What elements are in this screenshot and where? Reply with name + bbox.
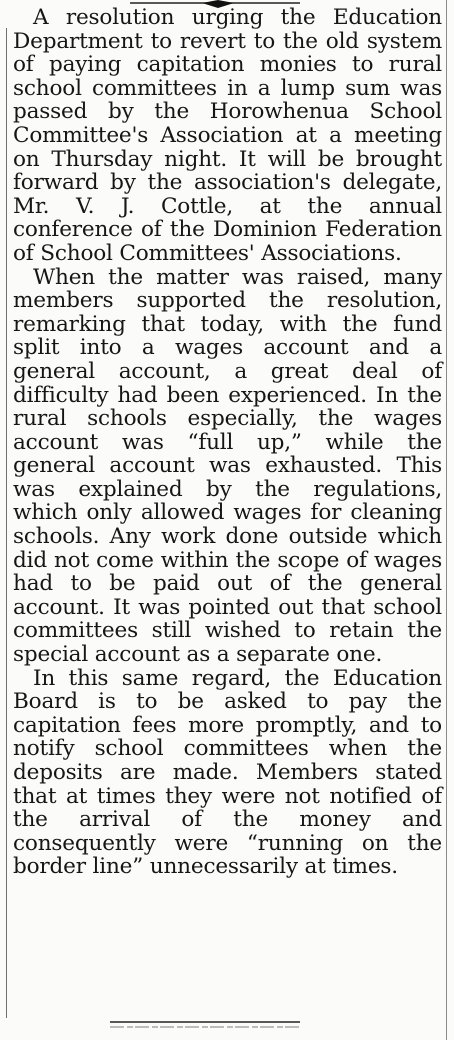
left-column-rule	[6, 28, 7, 1018]
article-paragraph-3: In this same regard, the Education Board is to be asked to pay the capitation fees more promptly, and to notify school committees when the deposits are made. Members stated that at times they were not notified of the arrival of the money and consequently were “running on the border line” unnecessarily at times.	[13, 665, 442, 880]
bottom-divider-rule	[110, 1018, 300, 1030]
right-column-rule	[446, 0, 447, 1040]
article-body	[13, 6, 442, 879]
article-paragraph-2: When the matter was raised, many members supported the resolution, remarking that today, with the fund split into a wages account and a general account, a great deal of difficulty had been experienced. In the rural schools especially, the wages account was “full up,” while the general account was exhausted. This was explained by the regulations, which only allowed wages for cleaning schools. Any work done outside which did not come within the scope of wages had to be paid out of the general account. It was pointed out that school committees still wished to retain the special account as a separate one.	[13, 264, 442, 668]
article-paragraph-1: A resolution urging the Education Department to revert to the old system of paying capitation monies to rural school committees in a lump sum was passed by the Horowhenua School Committee's Association at a meeting on Thursday night. It will be brought forward by the association's delegate, Mr. V. J. Cottle, at the annual conference of the Dominion Federation of School Committees' Associations.	[13, 5, 442, 266]
